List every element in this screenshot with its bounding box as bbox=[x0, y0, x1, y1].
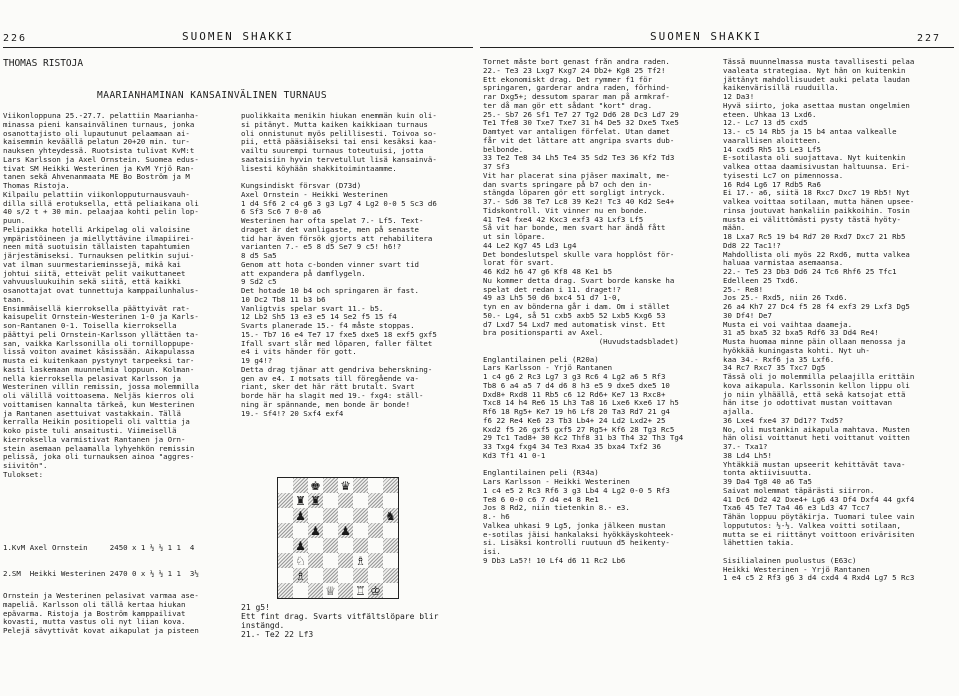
board-square-f6 bbox=[353, 508, 368, 523]
board-square-h4 bbox=[383, 538, 398, 553]
board-square-b8 bbox=[293, 478, 308, 493]
board-square-g5 bbox=[368, 523, 383, 538]
results-table bbox=[3, 526, 236, 586]
board-square-c8 bbox=[308, 478, 323, 493]
board-square-d5 bbox=[323, 523, 338, 538]
chess-diagram bbox=[277, 477, 399, 599]
board-square-f5 bbox=[353, 523, 368, 538]
board-square-f7 bbox=[353, 493, 368, 508]
board-square-d1 bbox=[323, 583, 338, 598]
board-square-e5 bbox=[338, 523, 353, 538]
board-square-a6 bbox=[278, 508, 293, 523]
article-title: MAARIANHAMINAN KANSAINVÄLINEN TURNAUS bbox=[97, 90, 328, 101]
board-square-g1 bbox=[368, 583, 383, 598]
article-column-4: Tässä muunnelmassa musta tavallisesti pelaa vaaleata strategiaa. Nyt hän on kuitenkin jättänyt mahdollisuudet auki pelata laudan kaikenvärisillä ruuduilla. 12 Da3! Hyvä siirto, joka asettaa mustan ongelmien eteen. Uhkaa 13 Lxd6. 12.- Lc7 13 d5 cxd5 13.- c5 14 Rb5 ja 15 b4 antaa valkealle vaarallisen aloitteen. 14 cxd5 Rh5 15 Le3 Lf5 E-sotilasta oli suojattava. Nyt kuitenkin valkea ottaa daamisivustan haltuunsa. Eri- tyisesti Lc7 on pimennossa. 16 Rd4 Lg6 17 Rdb5 Ra6 Ei 17.- a6, siitä 18 Rxc7 Dxc7 19 Rb5! Nyt valkea voittaa sotilaan, mutta hänen upsee- rinsa joutuvat hankaliin paikkoihin. Tosin musta ei välittömästi pysty tästä hyöty- mään. 18 Lxa7 Rc5 19 b4 Rd7 20 Rxd7 Dxc7 21 Rb5 Dd8 22 Tac1!? Mahdollista oli myös 22 Rxd6, mutta valkea haluaa varmistaa asemaansa. 22.- Te5 23 Db3 Dd6 24 Tc6 Rhf6 25 Tfc1 Edelleen 25 Txd6. 25.- Re8! Jos 25.- Rxd5, niin 26 Txd6. 26 a4 Kh7 27 Dc4 f5 28 f4 exf3 29 Lxf3 Dg5 30 Df4! De7 Musta ei voi vaihtaa daameja. 31 a5 bxa5 32 bxa5 Rdf6 33 Dd4 Re4! Musta huomaa minne päin ollaan menossa ja hyökkää kuningasta kohti. Nyt uh- kaa 34.- Rxf6 ja 35 Lxf6. 34 Rc7 Rxc7 35 Txc7 Dg5 Tässä oli jo molemmilla pelaajilla erittäin kova aikapula. Karlssonin kellon lippu oli jo niin ylhäällä, että sekä katsojat että hän itse jo odottivat mustan voittavan ajalla. 36 Lxe4 fxe4 37 Dd1?? Txd5? No, oli mustankin aikapula mahtava. Musten hän olisi voittanut heti voittanut voitten 37.- Txa1? 38 Ld4 Lh5! Yhtäkkiä mustan upseerit kehittävät tava- tonta aktiivisuutta. 39 Da4 Tg8 40 a6 Ta5 Saivat molemmat täpärästi siirron. 41 Dc6 Dd2 42 Dxe4+ Lg6 43 Df4 Dxf4 44 gxf4 Txa6 45 Te7 Ta4 46 e3 Ld3 47 Tcc7 Tähän loppuu pöytäkirja. Tuomari tulee vain loppututos: ½-½. Valkea voitti sotilaan, mutta se ei riittänyt voittoon erivärisiten lähettien takia. Sisilialainen puolustus (E63c) Heikki Westerinen - Yrjö Rantanen 1 e4 c5 2 Rf3 g6 3 d4 cxd4 4 Rxd4 Lg7 5 Rc3 bbox=[723, 58, 915, 583]
board-square-h8 bbox=[383, 478, 398, 493]
right-running-head: SUOMEN SHAKKI bbox=[650, 30, 763, 43]
article-column-2: puolikkaita menikin hiukan enemmän kuin oli- si pitänyt. Mutta kaiken kaikkiaan turnaus oli onnistunut myös pelillisesti. Toivoa so- pii, että pääsiäiseksi tai ensi kesäksi kaa- vailtu suurempi turnaus toteutuisi, jotta saataisiin hyvin tervetullut lisä kansainvä- lisesti köyhään shakkitoimintaamme. Kungsindiskt försvar (D73d) Axel Ornstein - Heikki Westerinen 1 d4 Sf6 2 c4 g6 3 g3 Lg7 4 Lg2 0-0 5 Sc3 d6 6 Sf3 Sc6 7 0-0 a6 Westerinen har ofta spelat 7.- Lf5. Text- draget är det vanligaste, men på senaste tid har även försök gjorts att rehabilitera varianten 7.- e5 8 d5 Se7 9 c5! h6!? 8 d5 Sa5 Genom att hota c-bonden vinner svart tid att expandera på damflygeln. 9 Sd2 c5 Det hotade 10 b4 och springaren är fast. 10 Dc2 Tb8 11 b3 b6 Vanligtvis spelar svart 11.- b5. 12 Lb2 Sh5 13 e3 e5 14 Se2 f5 15 f4 Svarts planerade 15.- f4 måste stoppas. 15.- Tb7 16 e4 Te7 17 fxe5 dxe5 18 exf5 gxf5 Ifall svart slår med löparen, faller fältet e4 i vits händer för gott. 19 g4!? Detta drag tjänar att gendriva beherskning- gen av e4. I motsats till föregående va- riant, sker det här rätt brutalt. Svart borde här ha slagit med 19.- fxg4: ställ- ning är spännande, men bonde är bonde! 19.- Sf4!? 20 Sxf4 exf4 bbox=[241, 112, 437, 418]
board-square-a7 bbox=[278, 493, 293, 508]
chess-piece: ♘ bbox=[295, 553, 306, 568]
board-square-b2 bbox=[293, 568, 308, 583]
board-square-h2 bbox=[383, 568, 398, 583]
board-square-d2 bbox=[323, 568, 338, 583]
board-square-e7 bbox=[338, 493, 353, 508]
chess-piece: ♜ bbox=[295, 493, 306, 508]
board-square-f2 bbox=[353, 568, 368, 583]
board-square-a8 bbox=[278, 478, 293, 493]
board-square-h3 bbox=[383, 553, 398, 568]
board-square-g7 bbox=[368, 493, 383, 508]
board-square-h6 bbox=[383, 508, 398, 523]
board-square-c2 bbox=[308, 568, 323, 583]
board-square-a5 bbox=[278, 523, 293, 538]
board-square-f3 bbox=[353, 553, 368, 568]
right-page bbox=[480, 0, 959, 696]
board-square-e4 bbox=[338, 538, 353, 553]
chess-piece: ♚ bbox=[310, 478, 321, 493]
board-square-a2 bbox=[278, 568, 293, 583]
diagram-continuation: 21 g5! Ett fint drag. Svarts vitfältslöpare blir instängd. 21.- Te2 22 Lf3 bbox=[241, 603, 439, 639]
chess-piece: ♟ bbox=[310, 523, 321, 538]
right-header-rule bbox=[480, 47, 954, 48]
board-square-b6 bbox=[293, 508, 308, 523]
board-square-f8 bbox=[353, 478, 368, 493]
board-square-a3 bbox=[278, 553, 293, 568]
chess-piece: ♟ bbox=[295, 508, 306, 523]
board-square-h5 bbox=[383, 523, 398, 538]
board-square-d3 bbox=[323, 553, 338, 568]
board-square-g4 bbox=[368, 538, 383, 553]
left-running-head: SUOMEN SHAKKI bbox=[182, 30, 295, 43]
board-square-g2 bbox=[368, 568, 383, 583]
board-square-b1 bbox=[293, 583, 308, 598]
chess-piece: ♖ bbox=[355, 583, 366, 598]
board-square-c7 bbox=[308, 493, 323, 508]
board-square-e3 bbox=[338, 553, 353, 568]
chess-piece: ♟ bbox=[295, 538, 306, 553]
board-square-g3 bbox=[368, 553, 383, 568]
chess-piece: ♔ bbox=[370, 583, 381, 598]
article-column-3: Tornet måste bort genast från andra raden. 22.- Te3 23 Lxg7 Kxg7 24 Db2+ Kg8 25 Tf2! Ett ekonomiskt drag. Det rymmer f1 för springaren, garderar andra raden, förhind- rar Dxg5+; dessutom sparar man på armkraf- ter då man gör ett sådant "kort" drag. 25.- Sb7 26 Sf1 Te7 27 Tg2 Dd6 28 Dc3 Ld7 29 Te1 Tfe8 30 Txe7 Txe7 31 h4 De5 32 Dxe5 Txe5 Damtyet var antaligen förfelat. Utan damet får vit det lättare att angripa svarts dub- belbonde. 33 Te2 Te8 34 Lh5 Te4 35 Sd2 Te3 36 Kf2 Td3 37 Sf3 Vit har placerat sina pjäser maximalt, me- dan svarts springare på b7 och den in- stängda löparen gör ett sorgligt intryck. 37.- Sd6 38 Te7 Lc8 39 Ke2! Tc3 40 Kd2 Se4+ Tidskontroll. Vit vinner nu en bonde. 41 Te4 fxe4 42 Kxc3 exf3 43 Lxf3 Lf5 Så vit har bonde, men svart har ändå fått ut sin löpare. 44 Le2 Kg7 45 Ld3 Lg4 Det bondeslutspel skulle vara hopplöst för- lorat för svart. 46 Kd2 h6 47 g6 Kf8 48 Ke1 b5 Nu kommer detta drag. Svart borde kanske ha spelat det redan i 11. draget!? 49 a3 Lh5 50 d6 bxc4 51 d7 1-0, tyn en av bönderna går i dam. Om i stället 50.- Lg4, så 51 cxb5 axb5 52 Lxb5 Kxg6 53 d7 Lxd7 54 Lxd7 med automatisk vinst. Ett bra positionsparti av Axel. (Huvudstadsbladet) Englantilainen peli (R20a) Lars Karlsson - Yrjö Rantanen 1 c4 g6 2 Rc3 Lg7 3 g3 Rc6 4 Lg2 a6 5 Rf3 Tb8 6 a4 a5 7 d4 d6 8 h3 e5 9 dxe5 dxe5 10 Dxd8+ Rxd8 11 Rb5 c6 12 Rd6+ Ke7 13 Rxc8+ Txc8 14 h4 Re6 15 Lh3 Ta8 16 Lxe6 Kxe6 17 h5 Rf6 18 Rg5+ Ke7 19 h6 Lf8 20 Ta3 Rd7 21 g4 f6 22 Re4 Ke6 23 Tb3 Lb4+ 24 Ld2 Lxd2+ 25 Kxd2 f5 26 gxf5 gxf5 27 Rg5+ Kf6 28 Tg3 Rc5 29 Tc1 Tad8+ 30 Kc2 Thf8 31 b3 Th4 32 Th3 Tg4 33 Txg4 fxg4 34 Te3 Rxa4 35 bxa4 Txf2 36 Kd3 Tf1 41 0-1 Englantilainen peli (R34a) Lars Karlsson - Heikki Westerinen 1 c4 e5 2 Rc3 Rf6 3 g3 Lb4 4 Lg2 0-0 5 Rf3 Te8 6 0-0 c6 7 d4 e4 8 Re1 Jos 8 Rd2, niin tietenkin 8.- e3. 8.- h6 Valkea uhkasi 9 Lg5, jonka jälkeen mustan e-sotilas jäisi hankalaksi hyökkäyskohteek- si. Lisäksi kontrolli ruutuun d5 heikenty- isi. 9 Db3 La5?! 10 Lf4 d6 11 Rc2 Lb6 bbox=[483, 58, 684, 565]
board-square-e2 bbox=[338, 568, 353, 583]
chess-piece: ♕ bbox=[325, 583, 336, 598]
article-author: THOMAS RISTOJA bbox=[3, 58, 84, 69]
right-page-number: 227 bbox=[917, 33, 942, 44]
chess-piece: ♛ bbox=[340, 478, 351, 493]
chess-piece: ♟ bbox=[340, 523, 351, 538]
board-square-e6 bbox=[338, 508, 353, 523]
article-column-1-end: Ornstein ja Westerinen pelasivat varmaa ase- mapeliä. Karlsson oli tällä kertaa hiukan epävarma. Ristoja ja Boström kamppailivat kovasti, mutta vastus oli nyt liian kova. Pelejä sävyttivät kovat aikapulat ja pisteen bbox=[3, 592, 199, 635]
board-square-h7 bbox=[383, 493, 398, 508]
board-square-a1 bbox=[278, 583, 293, 598]
board-square-c6 bbox=[308, 508, 323, 523]
board-square-f1 bbox=[353, 583, 368, 598]
board-square-c4 bbox=[308, 538, 323, 553]
board-square-b4 bbox=[293, 538, 308, 553]
results-row-1: 1.KvM Axel Ornstein 2450 x 1 ½ ½ 1 1 4 bbox=[3, 542, 195, 552]
left-page-number: 226 bbox=[3, 33, 28, 44]
board-square-c1 bbox=[308, 583, 323, 598]
chess-piece: ♞ bbox=[385, 508, 396, 523]
chess-piece: ♗ bbox=[295, 568, 306, 583]
board-square-g6 bbox=[368, 508, 383, 523]
board-square-e8 bbox=[338, 478, 353, 493]
board-square-c5 bbox=[308, 523, 323, 538]
board-square-b7 bbox=[293, 493, 308, 508]
board-square-b5 bbox=[293, 523, 308, 538]
left-header-rule bbox=[3, 47, 473, 48]
board-square-b3 bbox=[293, 553, 308, 568]
article-column-1: Viikonloppuna 25.-27.7. pelattiin Maarianha- minassa pieni kansainvälinen turnaus, jonka osanottajisto oli lupautunut pelaamaan ai- kaisemmin keväällä pelatun 20+20 min. tur- nauksen yhteydessä. Ruotsista tulivat KvM:t Lars Karlsson ja Axel Ornstein. Suomea edus- tivat SM Heikki Westerinen ja KvM Yrjö Ran- tanen sekä Ahvenanmaata ME Bo Boström ja M Thomas Ristoja. Kilpailu pelattiin viikonlopputurnausvauh- dilla sillä erotuksella, että peliaikana oli 40 s/2 t + 30 min. pelaajaa kohti pelin lop- puun. Pelipaikka hotelli Arkipelag oli valoisine ympäristöineen ja miellyttävine ilmapiirei- neen mitä suotuisin tällaisten tapahtumien järjestämiseksi. Turnauksen pelitkin sujui- vat ilman suurmestarieminssejä, mikä kai johtui siitä, etteivät pelit vaikuttaneet vahvuusluukuihin sekä siitä, että kaikki osanottajat ovat tunnettuja kamppailunhalus- taan. Ensimmäisellä kierroksella päättyivät rat- kaisupelit Ornstein-Westerinen 1-0 ja Karls- son-Rantanen 0-1. Toisella kierroksella päättyi peli Ornstein-Karlsson yllättäen ta- san, vaikka Karlssonilla oli tornilloppupe- lissä voiton avaimet käsissään. Aikapulassa musta ei kuitenkaan pystynyt tarpeeksi tar- kasti laskemaan muunnelmia loppuun. Kolman- nella kierroksella pelasivat Karlsson ja Westerinen villin remissin, jossa molemmilla oli välillä voittoasema. Neljäs kierros oli voittamisen kannalta tärkeä, kun Westerinen ja Rantanen asettuivat vastakkain. Tällä kerralla Heikin positiopeli oli valttia ja koko piste tuli ansaitusti. Viimeisellä kierroksella varmistivat Rantanen ja Orn- stein asemaan pelaamalla lyhyehkön remissin pelissä, joka oli turnauksen ainoa "aggres- siivitön". Tulokset: bbox=[3, 112, 199, 479]
board-square-d6 bbox=[323, 508, 338, 523]
board-square-c3 bbox=[308, 553, 323, 568]
board-square-h1 bbox=[383, 583, 398, 598]
board-square-d8 bbox=[323, 478, 338, 493]
board-square-f4 bbox=[353, 538, 368, 553]
board-square-a4 bbox=[278, 538, 293, 553]
results-row-2: 2.SM Heikki Westerinen 2470 0 x ½ ½ 1 1 3½ bbox=[3, 568, 199, 578]
left-page bbox=[0, 0, 479, 696]
chess-piece: ♗ bbox=[355, 553, 366, 568]
board-square-e1 bbox=[338, 583, 353, 598]
board-square-d4 bbox=[323, 538, 338, 553]
board-square-d7 bbox=[323, 493, 338, 508]
chess-piece: ♜ bbox=[310, 493, 321, 508]
board-square-g8 bbox=[368, 478, 383, 493]
